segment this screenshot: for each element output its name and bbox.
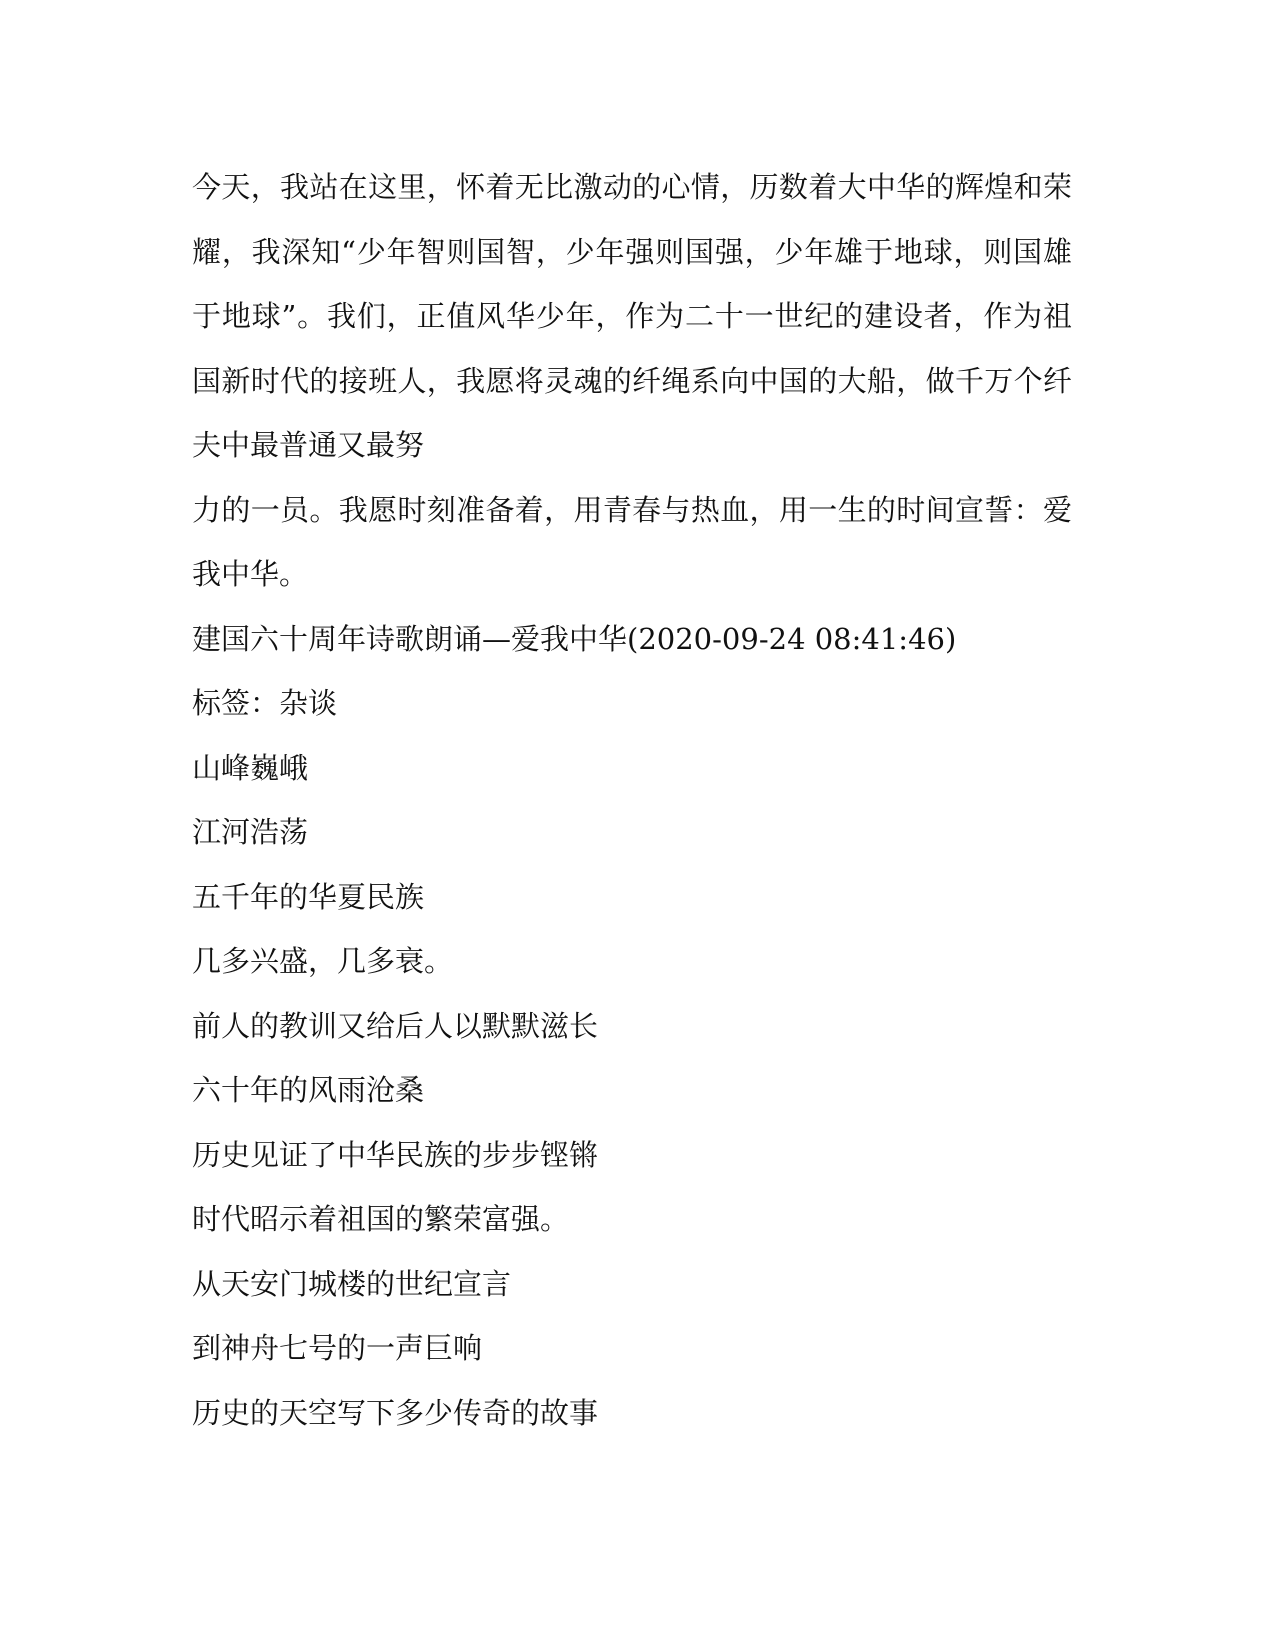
poem-line: 五千年的华夏民族 — [192, 879, 425, 914]
paragraph-line: 我中华。 — [192, 557, 309, 591]
paragraph-line: 夫中最普通又最努 — [192, 428, 425, 462]
poem-line: 前人的教训又给后人以默默滋长 — [192, 1008, 599, 1043]
poem-line: 时代昭示着祖国的繁荣富强。 — [192, 1202, 570, 1236]
poem-line: 从天安门城楼的世纪宣言 — [192, 1266, 512, 1301]
paragraph-line: 力的一员。我愿时刻准备着，用青春与热血，用一生的时间宣誓：爱 — [192, 492, 1072, 527]
paragraph-line: 耀，我深知“少年智则国智，少年强则国强，少年雄于地球，则国雄 — [192, 234, 1072, 269]
document-body — [192, 155, 1072, 1445]
poem-line: 历史见证了中华民族的步步铿锵 — [192, 1137, 599, 1172]
paragraph-line: 于地球”。我们，正值风华少年，作为二十一世纪的建设者，作为祖 — [192, 299, 1072, 333]
poem-line: 历史的天空写下多少传奇的故事 — [192, 1395, 599, 1430]
poem-line: 江河浩荡 — [192, 815, 309, 849]
post-tags: 标签：杂谈 — [192, 686, 338, 720]
post-title: 建国六十周年诗歌朗诵—爱我中华(2020-09-24 08:41:46) — [192, 621, 957, 656]
poem-line: 山峰巍峨 — [192, 750, 309, 785]
paragraph-line: 今天，我站在这里，怀着无比激动的心情，历数着大中华的辉煌和荣 — [192, 170, 1072, 204]
poem-line: 几多兴盛，几多衰。 — [192, 944, 454, 978]
poem-line: 到神舟七号的一声巨响 — [192, 1331, 483, 1365]
paragraph-line: 国新时代的接班人，我愿将灵魂的纤绳系向中国的大船，做千万个纤 — [192, 363, 1072, 398]
poem-line: 六十年的风雨沧桑 — [192, 1073, 425, 1107]
